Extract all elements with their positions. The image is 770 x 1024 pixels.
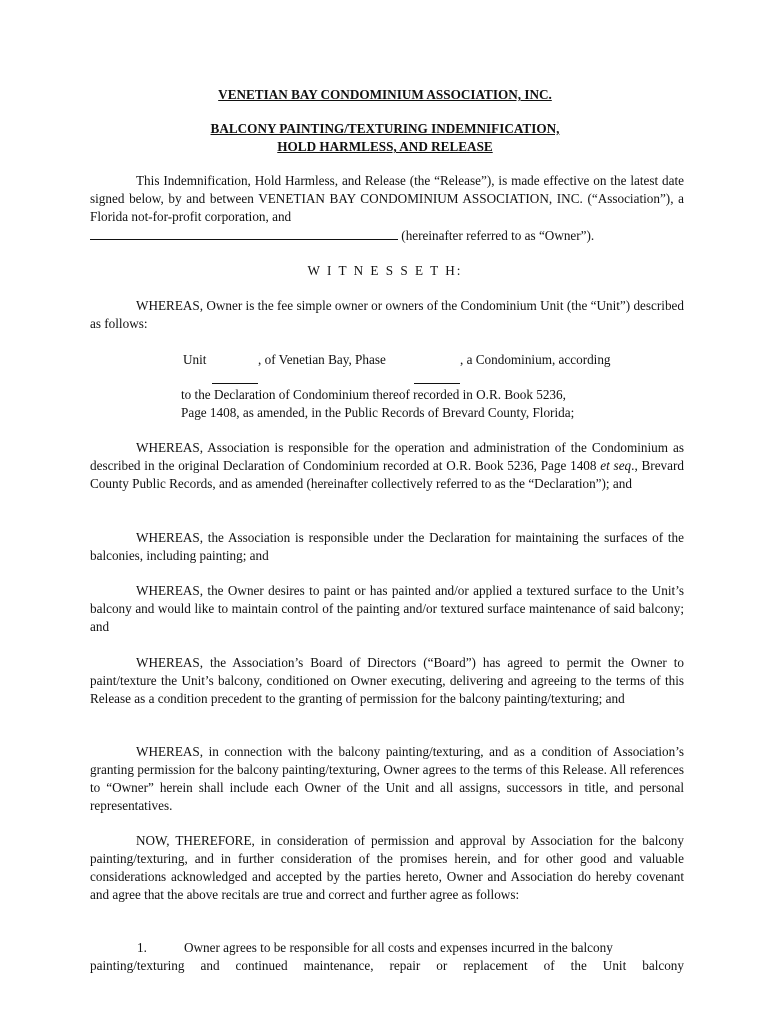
owner-line-text: (hereinafter referred to as “Owner”).	[401, 228, 595, 243]
title-line-1: BALCONY PAINTING/TEXTURING INDEMNIFICATION,	[210, 121, 560, 136]
unit-phase-text: , of Venetian Bay, Phase	[258, 352, 386, 367]
now-therefore-paragraph: NOW, THEREFORE, in consideration of permission and approval by Association for the balcony painting/texturing, and in further consideration of the promises herein, and for other good and valuable considerations acknowledged and accepted by the parties hereto, Owner and Association do hereby covenant and agree that the above recitals are true and correct and further agree as follows:	[90, 833, 684, 902]
title-line-2: HOLD HARMLESS, AND RELEASE	[277, 139, 493, 154]
unit-label: Unit	[183, 352, 207, 367]
et-seq-text: et seq	[600, 458, 632, 473]
item-1-line-2: painting/texturing and continued maintenance, repair or replacement of the Unit balcony	[90, 958, 684, 973]
unit-condo-text: , a Condominium, according	[460, 352, 611, 367]
whereas-association-text: WHEREAS, Association is responsible for the operation and administration of the Condominium as described in the original Declaration of Condominium recorded at O.R. Book 5236, Page 1408	[90, 440, 684, 473]
whereas-association-text-end: ., Brevard County Public Records, and as amended (hereinafter collectively referred to as the “Declaration”); and	[90, 458, 684, 491]
association-heading: VENETIAN BAY CONDOMINIUM ASSOCIATION, INC.	[218, 87, 552, 102]
intro-text: This Indemnification, Hold Harmless, and Release (the “Release”), is made effective on the latest date signed below, by and between VENETIAN BAY CONDOMINIUM ASSOCIATION, INC. (“Association”), a Florida not-for-profit corporation, and	[90, 173, 684, 224]
owner-name-blank[interactable]	[90, 239, 398, 240]
whereas-connection-paragraph: WHEREAS, in connection with the balcony painting/texturing, and as a condition of Association’s granting permission for the balcony painting/texturing, Owner agrees to the terms of this Release. All references to “Owner” herein shall include each Owner of the Unit and all assigns, successors in title, and personal representatives.	[90, 744, 684, 813]
owner-line	[90, 227, 594, 245]
whereas-owner-desire-paragraph: WHEREAS, the Owner desires to paint or has painted and/or applied a textured surface to the Unit’s balcony and would like to maintain control of the painting and/or textured surface maintenance of said balcony; and	[90, 583, 684, 634]
whereas-board-paragraph: WHEREAS, the Association’s Board of Directors (“Board”) has agreed to permit the Owner to paint/texture the Unit’s balcony, conditioned on Owner executing, delivering and agreeing to the terms of this Release as a condition precedent to the granting of permission for the balcony painting/texturing; and	[90, 655, 684, 706]
unit-records-line: Page 1408, as amended, in the Public Records of Brevard County, Florida;	[181, 405, 575, 420]
whereas-owner-paragraph: WHEREAS, Owner is the fee simple owner or owners of the Condominium Unit (the “Unit”) described as follows:	[90, 298, 684, 331]
witnesseth-heading: W I T N E S S E T H:	[307, 263, 463, 278]
unit-number-blank[interactable]	[212, 383, 258, 384]
phase-number-blank[interactable]	[414, 383, 460, 384]
whereas-association-paragraph	[90, 439, 684, 493]
intro-paragraph	[90, 172, 684, 226]
unit-declaration-line: to the Declaration of Condominium thereof recorded in O.R. Book 5236,	[181, 387, 566, 402]
item-1-line-1: Owner agrees to be responsible for all costs and expenses incurred in the balcony	[184, 940, 613, 955]
item-1-number: 1.	[137, 940, 147, 955]
whereas-maintenance-paragraph: WHEREAS, the Association is responsible under the Declaration for maintaining the surfaces of the balconies, including painting; and	[90, 530, 684, 563]
